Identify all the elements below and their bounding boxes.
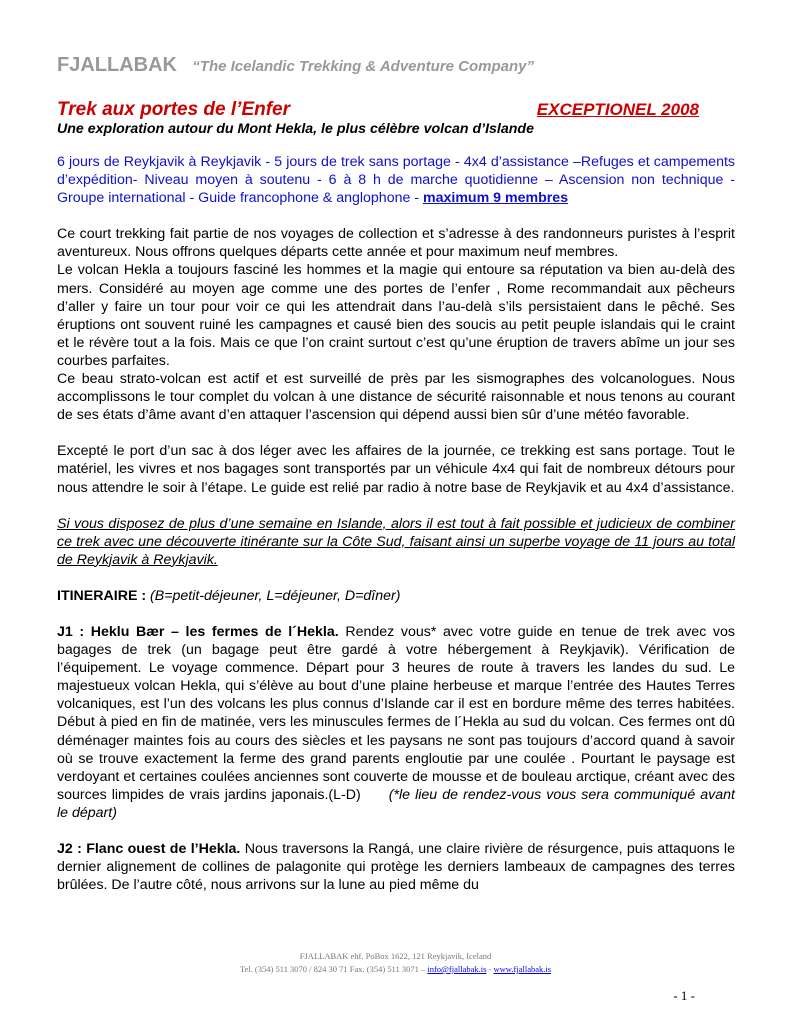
company-name: FJALLABAK bbox=[57, 54, 177, 76]
trek-title: Trek aux portes de l’Enfer bbox=[57, 99, 291, 120]
day-2-text: Nous traversons la Rangá, une claire rivière de résurgence, puis attaquons le dernier alignement de collines de palagonite qui protège les derniers lambeaux de campagnes des terres brûlées. De l’autre côté, nous arrivons sur la lune au pied même du bbox=[57, 841, 735, 894]
intro-paragraph-4: Excepté le port d’un sac à dos léger avec les affaires de la journée, ce trekking est sans portage. Tout le matériel, les vivres et nos bagages sont transportés par un véhicule 4x4 qui fait de nombreux détours pour nous attendre le soir à l’étape. Le guide est relié par radio à notre base de Reykjavik et au 4x4 d’assistance. bbox=[57, 443, 735, 496]
day-2-title: J2 : Flanc ouest de l’Hekla. bbox=[57, 841, 241, 857]
letterhead bbox=[57, 54, 735, 77]
max-members: maximum 9 membres bbox=[422, 190, 569, 207]
footer-address: FJALLABAK ehf. PoBox 1622, 121 Reykjavik, Iceland bbox=[299, 951, 492, 961]
footer-phone: Tel. (354) 511 3070 / 824 30 71 Fax. (354) 511 3071 – bbox=[239, 964, 428, 974]
title-row bbox=[57, 99, 735, 121]
day-1-title: J1 : Heklu Bær – les fermes de l´Hekla. bbox=[57, 623, 339, 640]
intro-paragraph-1: Ce court trekking fait partie de nos voyages de collection et s’adresse à des randonneurs puristes à l’esprit aventureux. Nous offrons quelques départs cette année et pour maximum neuf membres. bbox=[57, 226, 735, 261]
intro-paragraph-2: Le volcan Hekla a toujours fasciné les hommes et la magie qui entoure sa réputation va bien au-delà des mers. Considéré au moyen age comme une des portes de l’enfer , Rome recommandait aux pêcheurs d’aller y faire un tour pour voir ce qui les attendrait dans l’au-delà s’ils persistaient dans le pêché. Ses éruptions ont souvent ruiné les campagnes et causé bien des soucis au petit peuple islandais qui le craint et le révère tout a la fois. Mais ce que l’on craint surtout c’est qu’une éruption de travers abîme un jour ses courbes parfaites. bbox=[57, 262, 735, 369]
day-1 bbox=[57, 623, 735, 822]
itinerary-heading bbox=[57, 587, 735, 605]
document-page bbox=[57, 54, 735, 894]
combination-note: Si vous disposez de plus d’une semaine en Islande, alors il est tout à fait possible et judicieux de combiner ce trek avec une découverte itinérante sur la Côte Sud, faisant ainsi un superbe voyage de 11 jours au total de Reykjavik à Reykjavik. bbox=[57, 515, 735, 568]
trek-subtitle: Une exploration autour du Mont Hekla, le plus célèbre volcan d’Islande bbox=[57, 121, 534, 137]
exceptionel-badge: EXCEPTIONEL 2008 bbox=[536, 100, 699, 119]
footer-contact bbox=[0, 964, 791, 974]
itinerary-label: ITINERAIRE : bbox=[57, 587, 151, 604]
summary-text: 6 jours de Reykjavik à Reykjavik - 5 jours de trek sans portage - 4x4 d’assistance –Refuges et campements d’expédition- Niveau moyen à soutenu - 6 à 8 h de marche quotidienne – Ascension non technique - Groupe international - Guide francophone & anglophone - bbox=[57, 154, 735, 207]
day-1-note: (*le lieu de rendez-vous vous sera communiqué avant le départ) bbox=[57, 786, 735, 821]
page-number: - 1 - bbox=[673, 988, 695, 1003]
day-1-text: Rendez vous* avec votre guide en tenue de trek avec vos bagages de trek (un bagage peut être gardé à votre hébergement à Reykjavik). Vérification de l’équipement. Le voyage commence. Départ pour 3 heures de route à travers les landes du sud. Le majestueux volcan Hekla, qui s’élève au bout d’une plaine herbeuse et marque l’entrée des Hautes Terres volcaniques, est l’un des volcans les plus connus d’Islande car il est en bordure même des terres habitées. Début à pied en fin de matinée, vers les minuscules fermes de l´Hekla au sud du volcan. Ces fermes ont dû déménager maintes fois au cours des siècles et les paysans ne sont pas toujours d’accord quand à savoir où se trouve exactement la ferme des grand parents engloutie par une coulée . Pourtant le paysage est verdoyant et certaines coulées anciennes sont couverte de mousse et de bouleau arctique, créant avec des sources limpides de vrais jardins japonais.(L-D) bbox=[57, 623, 735, 803]
intro-paragraph-3: Ce beau strato-volcan est actif et est surveillé de près par les sismographes des volcanologues. Nous accomplissons le tour complet du volcan à une distance de sécurité raisonnable et nous tenons au courant de ses états d’âme avant d’en attaquer l’ascension qui dépend aussi bien sûr d’une météo favorable. bbox=[57, 371, 735, 424]
meal-legend: (B=petit-déjeuner, L=déjeuner, D=dîner) bbox=[150, 587, 401, 604]
company-tagline: “The Icelandic Trekking & Adventure Company” bbox=[192, 58, 535, 75]
day-2 bbox=[57, 840, 735, 894]
email-link[interactable]: info@fjallabak.is bbox=[427, 964, 487, 974]
website-link[interactable]: www.fjallabak.is bbox=[493, 964, 552, 974]
trek-summary bbox=[57, 153, 735, 207]
footer-separator: - bbox=[486, 964, 494, 974]
